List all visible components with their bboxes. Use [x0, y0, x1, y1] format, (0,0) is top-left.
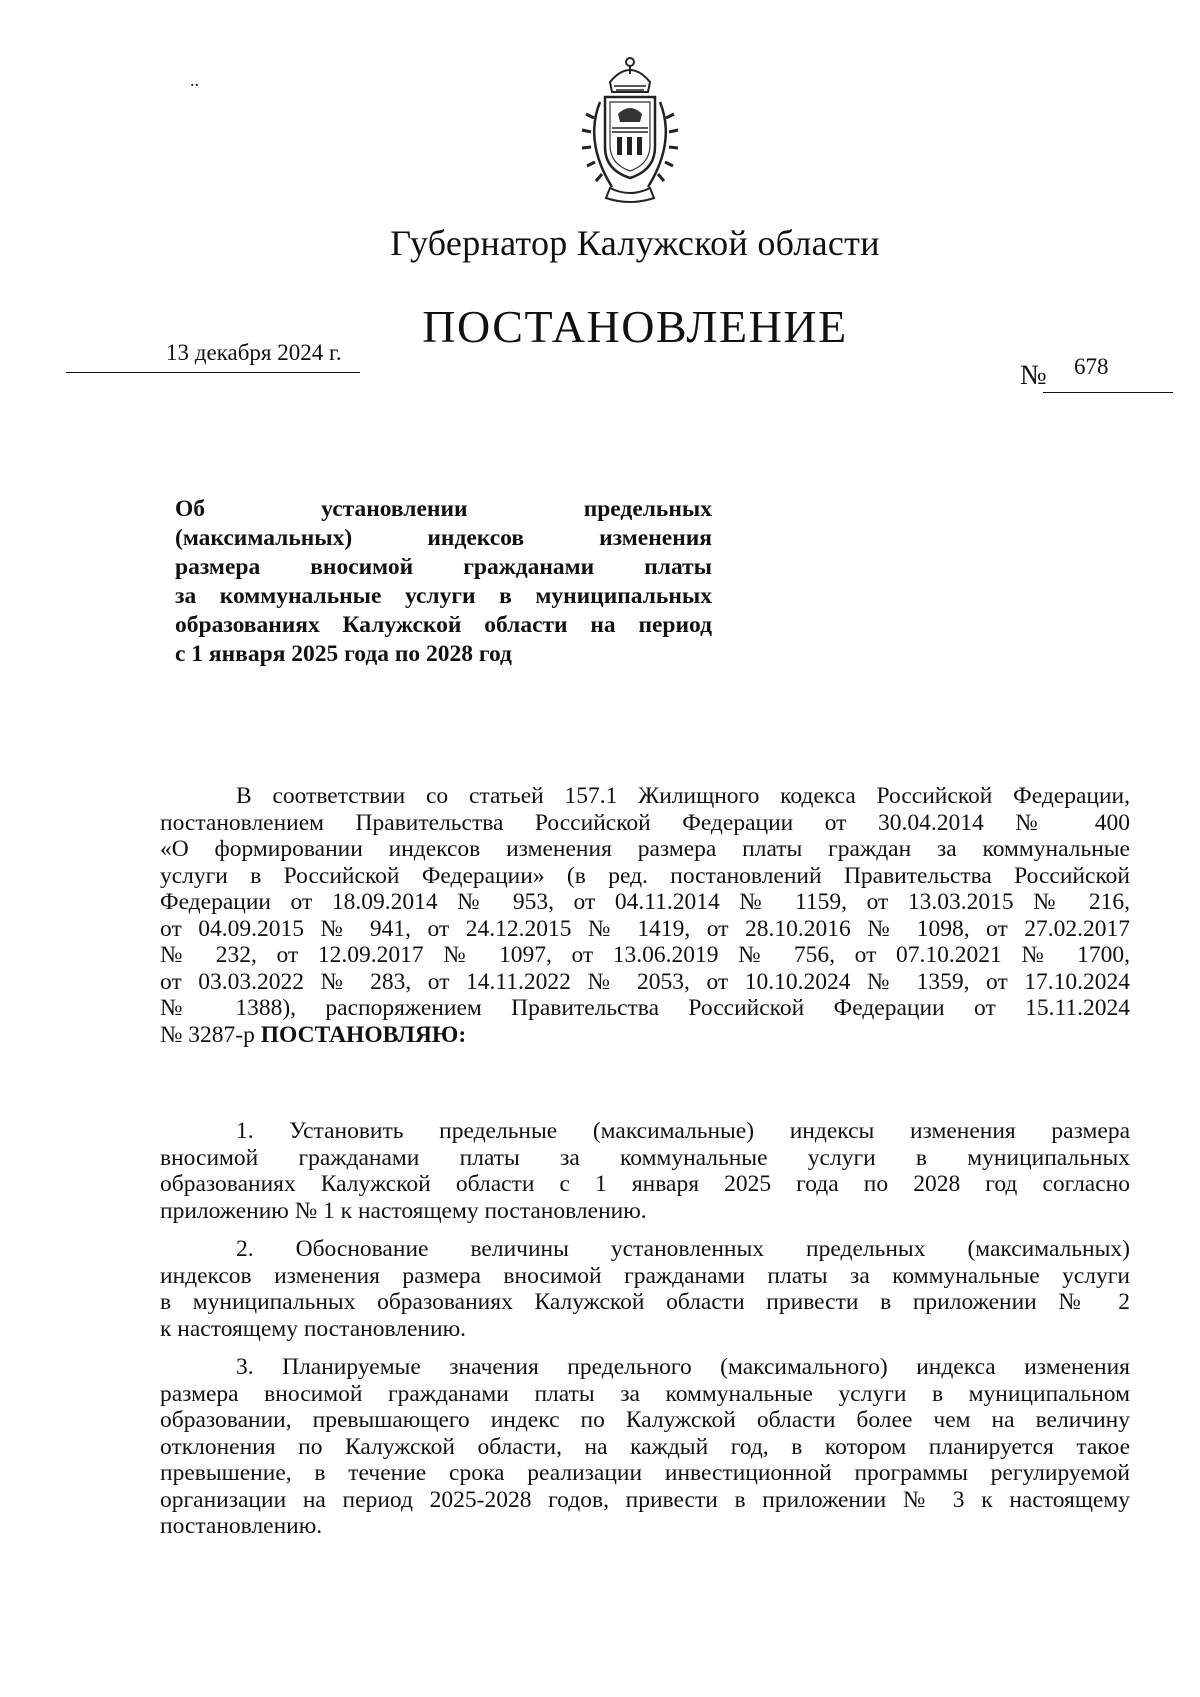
item-2-paragraph [160, 1236, 1130, 1342]
corner-marks: .. [190, 70, 199, 90]
text-line: Федерации от 18.09.2014 № 953, от 04.11.2014 № 1159, от 13.03.2015 № 216, [160, 889, 1130, 915]
text-line: «О формировании индексов изменения размера платы граждан за коммунальные [160, 836, 1130, 862]
text-line: 1. Установить предельные (максимальные) индексы изменения размера [236, 1118, 1130, 1144]
number-underline [1043, 392, 1173, 393]
text-line: 3. Планируемые значения предельного (максимального) индекса изменения [236, 1354, 1130, 1380]
text-line: в муниципальных образованиях Калужской области привести в приложении № 2 [160, 1289, 1130, 1315]
subject-line: размера вносимой гражданами платы [175, 554, 712, 580]
text-line: от 03.03.2022 № 283, от 14.11.2022 № 2053, от 10.10.2024 № 1359, от 17.10.2024 [160, 968, 1130, 995]
resolve-word: ПОСТАНОВЛЯЮ: [260, 1021, 467, 1048]
item-3-paragraph [160, 1354, 1130, 1540]
text-line: к настоящему постановлению. [160, 1315, 467, 1342]
text-line: услуги в Российской Федерации» (в ред. постановлений Правительства Российской [160, 862, 1130, 889]
subject-line: образованиях Калужской области на период [175, 612, 712, 638]
document-type-title: ПОСТАНОВЛЕНИЕ [422, 301, 848, 352]
text-line: приложению № 1 к настоящему постановлению. [160, 1197, 647, 1224]
text-line: размера вносимой гражданами платы за коммунальные услуги в муниципальном [160, 1380, 1130, 1407]
text-line: № 232, от 12.09.2017 № 1097, от 13.06.2019 № 756, от 07.10.2021 № 1700, [160, 942, 1130, 968]
subject-line: (максимальных) индексов изменения [175, 525, 712, 551]
text-line: 2. Обоснование величины установленных предельных (максимальных) [236, 1236, 1130, 1262]
text-line: от 04.09.2015 № 941, от 24.12.2015 № 1419, от 28.10.2016 № 1098, от 27.02.2017 [160, 915, 1130, 942]
text-line: превышение, в течение срока реализации инвестиционной программы регулируемой [160, 1460, 1130, 1486]
subject-line: за коммунальные услуги в муниципальных [175, 583, 712, 609]
text-line: постановлением Правительства Российской Федерации от 30.04.2014 № 400 [160, 809, 1130, 836]
text-line: В соответствии со статьей 157.1 Жилищного кодекса Российской Федерации, [236, 783, 1130, 809]
subject-line: Об установлении предельных [175, 496, 712, 522]
text-line: вносимой гражданами платы за коммунальные услуги в муниципальных [160, 1144, 1130, 1171]
text-line-resolve [160, 1022, 1130, 1049]
text-line: организации на период 2025-2028 годов, привести в приложении № 3 к настоящему [160, 1486, 1130, 1513]
text-line: постановлению. [160, 1513, 323, 1539]
document-number: 678 [1074, 354, 1109, 379]
coat-of-arms-emblem [570, 52, 690, 204]
issuing-authority: Губернатор Калужской области [390, 223, 880, 263]
text-line: индексов изменения размера вносимой гражданами платы за коммунальные услуги [160, 1262, 1130, 1289]
text-line: отклонения по Калужской области, на каждый год, в котором планируется такое [160, 1433, 1130, 1460]
document-subject [175, 495, 712, 669]
subject-line: с 1 января 2025 года по 2028 год [175, 641, 512, 667]
text-line: образовании, превышающего индекс по Калужской области более чем на величину [160, 1407, 1130, 1433]
text-line: № 1388), распоряжением Правительства Российской Федерации от 15.11.2024 [160, 995, 1130, 1021]
text-line: образованиях Калужской области с 1 января 2025 года по 2028 год согласно [160, 1171, 1130, 1197]
number-sign: № [1020, 360, 1047, 391]
preamble-paragraph [160, 783, 1130, 1048]
document-date: 13 декабря 2024 г. [166, 340, 342, 365]
order-number: № 3287-р [160, 1021, 255, 1048]
item-1-paragraph [160, 1118, 1130, 1224]
